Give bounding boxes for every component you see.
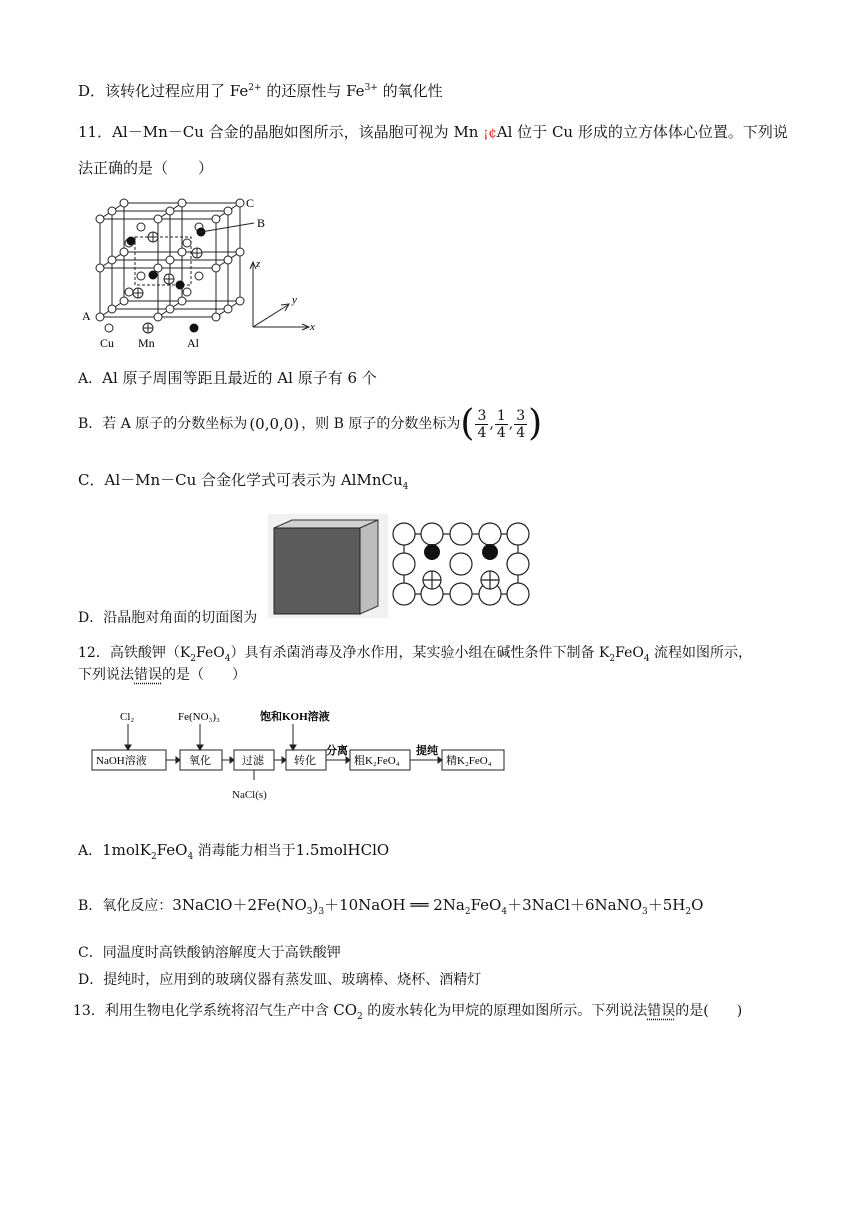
- flow-label-nacl: NaCl(s): [232, 789, 267, 801]
- flow-label-purify: 提纯: [416, 745, 438, 757]
- question-13: 13．利用生物电化学系统将沼气生产中含 $CO_2$ 的废水转化为甲烷的原理如图所示。下列说法错误的是( ): [73, 1001, 743, 1022]
- flow-chart: [90, 710, 520, 780]
- legend-mn: Mn: [138, 336, 155, 350]
- axis-z: z: [256, 258, 261, 270]
- q11-option-c: C．Al－Mn－Cu 合金化学式可表示为 AlMnCu$_4$: [78, 471, 409, 492]
- flow-box-filter: 过滤: [242, 755, 264, 767]
- axis-y: y: [292, 294, 297, 306]
- q11-option-b: B．若 A 原子的分数坐标为 (0,0,0) ，则 B 原子的分数坐标为 ( $\frac{3}{4}$ , $\frac{1}{4}$ , $\frac{3}{4}$ ): [78, 403, 543, 444]
- flow-label-separate: 分离: [326, 745, 348, 757]
- flow-box-crude: 粗K₂FeO₄: [354, 755, 400, 767]
- q12-option-a: A．1molK$_2$FeO$_4$ 消毒能力相当于1.5molHClO: [78, 841, 390, 862]
- label-a: A: [82, 309, 91, 323]
- axis-x: x: [310, 321, 315, 333]
- q12-option-b: B．氧化反应：$3NaClO+2Fe(NO_3)_3+10NaOH$ ══ $2Na_2FeO_4+3NaCl+6NaNO_3+5H_2O$: [78, 896, 704, 917]
- q12-option-c: C．同温度时高铁酸钠溶解度大于高铁酸钾: [78, 945, 341, 961]
- flow-box-oxidize: 氧化: [189, 755, 211, 767]
- option-d-prev: D．该转化过程应用了 $Fe^{2+}$ 的还原性与 $Fe^{3+}$ 的氧化性: [78, 82, 443, 100]
- legend-al: Al: [187, 336, 199, 350]
- crystal-cell-figure: [80, 193, 340, 353]
- question-12: 12．高铁酸钾$(K_2FeO_4)$具有杀菌消毒及净水作用，某实验小组在碱性条件下制备 $K_2FeO_4$ 流程如图所示，: [78, 645, 753, 664]
- question-12-cont: 下列说法错误的是（ ）: [78, 667, 246, 683]
- diagonal-section-figure: [268, 514, 530, 618]
- q11-option-d: D．沿晶胞对角面的切面图为: [78, 610, 258, 626]
- flow-box-pure: 精K₂FeO₄: [446, 755, 492, 767]
- label-b: B: [257, 216, 266, 230]
- flow-box-naoh: NaOH溶液: [96, 755, 147, 767]
- flow-label-fe: Fe(NO₃)₃: [178, 711, 220, 723]
- question-11: 11．Al－Mn－Cu 合金的晶胞如图所示，该晶胞可视为 Mn ¡¢Al 位于 Cu 形成的立方体体心位置。下列说: [78, 123, 788, 141]
- flow-label-koh: 饱和KOH溶液: [260, 711, 330, 723]
- q11-option-a: A．Al 原子周围等距且最近的 Al 原子有 6 个: [78, 369, 377, 387]
- legend-cu: Cu: [100, 336, 115, 350]
- flow-label-cl2: Cl₂: [120, 711, 135, 723]
- flow-box-convert: 转化: [294, 755, 316, 767]
- question-11-cont: 法正确的是（ ）: [78, 159, 214, 177]
- q12-option-d: D．提纯时，应用到的玻璃仪器有蒸发皿、玻璃棒、烧杯、酒精灯: [78, 972, 482, 988]
- label-c: C: [246, 196, 255, 210]
